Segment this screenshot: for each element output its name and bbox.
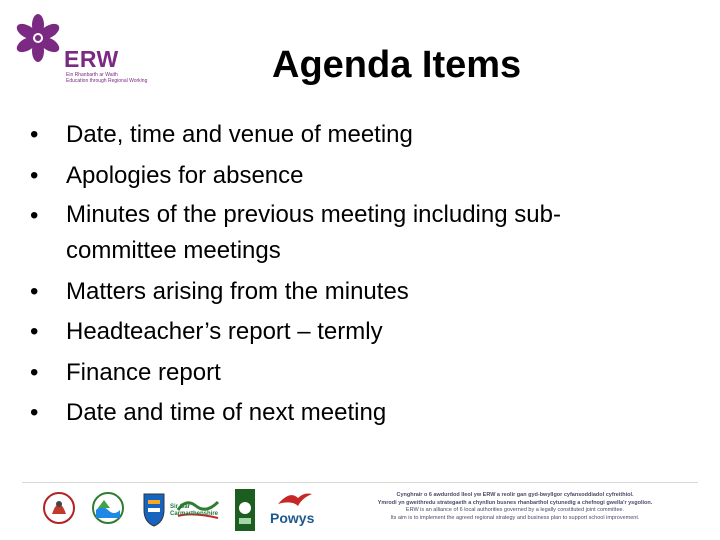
agenda-item [30, 313, 690, 350]
agenda-item [30, 394, 690, 431]
powys-label: Powys [270, 510, 315, 526]
carmarthenshire-label: Sir Gâr Carmarthenshire [170, 504, 219, 517]
logo-tagline-english: Education through Regional Working [66, 78, 148, 84]
bullet-icon: • [30, 121, 39, 148]
agenda-item-text: Apologies for absence [66, 161, 304, 189]
bullet-icon: • [30, 399, 39, 426]
agenda-item-text: Headteacher’s report – termly [66, 318, 383, 345]
footer-line-english-1: ERW is an alliance of 6 local authorities governed by a legally constituted joint committee. [405, 507, 625, 513]
agenda-item [30, 157, 690, 194]
agenda-item-text-line-2: committee meetings [66, 237, 281, 264]
agenda-item [30, 273, 690, 310]
agenda-item-text-line-1: Minutes of the previous meeting including sub- [66, 201, 561, 228]
bullet-icon: • [30, 318, 39, 345]
footer-line-english-2: Its aim is to implement the agreed regional strategy and business plan to support school improvement. [390, 514, 640, 521]
agenda-item [30, 354, 690, 391]
agenda-item-text: Date and time of next meeting [66, 399, 387, 426]
bullet-icon: • [30, 161, 39, 189]
council-crest-icon [42, 488, 76, 528]
erw-logo [12, 14, 152, 88]
bullet-icon: • [30, 202, 39, 229]
landscape-badge-icon [90, 488, 126, 528]
footer-line-welsh-2: Ymrodi yn gweithredu strategaeth a chynllun busnes rhanbarthol cytunedig a chefnogi gwella'r ysgolion. [377, 499, 653, 506]
agenda-item-text: Matters arising from the minutes [66, 277, 409, 305]
agenda-item [30, 116, 690, 153]
footer-statement [350, 492, 680, 522]
bullet-icon: • [30, 277, 39, 305]
footer-line-welsh-1: Cynghrair o 6 awdurdod lleol yw ERW a reolir gan gyd-bwyllgor cyfansoddiadol cyfreithiol. [396, 492, 634, 498]
ceredigion-crest-icon [234, 488, 256, 532]
agenda-item-text: Date, time and venue of meeting [66, 121, 413, 148]
agenda-item-text: Finance report [66, 358, 221, 386]
footer-divider [22, 482, 698, 483]
agenda-item [30, 197, 690, 269]
powys-kite-icon [274, 488, 314, 510]
slide-title: Agenda Items [272, 44, 522, 86]
shield-crest-icon [142, 488, 166, 528]
bullet-icon: • [30, 358, 39, 386]
logo-wordmark: ERW [64, 46, 119, 72]
logo-tagline [66, 72, 166, 84]
logo-tagline-welsh: Ein Rhanbarth ar Waith [66, 72, 118, 78]
flower-logo-icon [12, 14, 64, 70]
agenda-list [30, 116, 690, 435]
